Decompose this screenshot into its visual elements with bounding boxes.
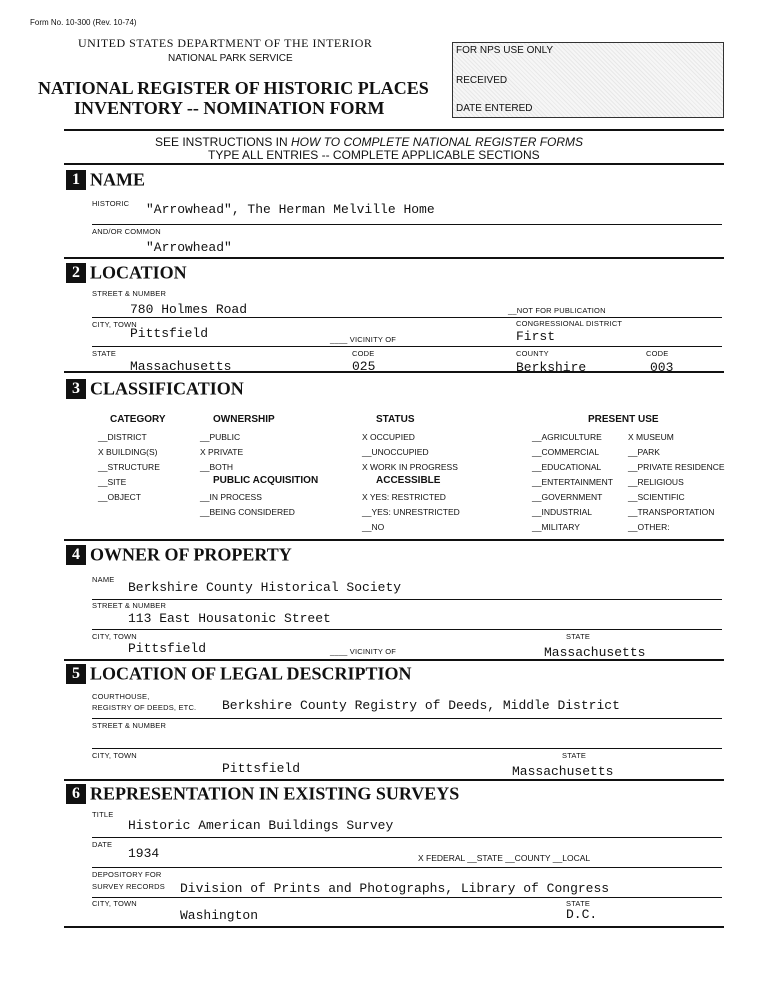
courthouse-value: Berkshire County Registry of Deeds, Middle District xyxy=(222,698,620,713)
county-label: COUNTY xyxy=(516,349,549,358)
legal-city-value: Pittsfield xyxy=(222,761,301,776)
accessible-item: __YES: UNRESTRICTED xyxy=(362,507,460,517)
owner-street-label: STREET & NUMBER xyxy=(92,601,167,610)
section-6-heading xyxy=(66,782,459,804)
survey-city-value: Washington xyxy=(180,908,259,923)
present-use-item: __PRIVATE RESIDENCE xyxy=(628,462,725,472)
present-use-item: __TRANSPORTATION xyxy=(628,507,715,517)
section-3-heading xyxy=(66,377,244,399)
line xyxy=(92,867,722,868)
not-for-publication: __NOT FOR PUBLICATION xyxy=(508,306,606,315)
congressional-district-value: First xyxy=(516,329,556,344)
courthouse-label-line1: COURTHOUSE, xyxy=(92,692,150,701)
department-name: UNITED STATES DEPARTMENT OF THE INTERIOR xyxy=(78,36,373,50)
line xyxy=(92,837,722,838)
section-1-heading xyxy=(66,168,145,190)
section-5-title: LOCATION OF LEGAL DESCRIPTION xyxy=(90,663,412,684)
instructions-prefix: SEE INSTRUCTIONS IN xyxy=(155,135,292,149)
ownership-item: __BOTH xyxy=(200,462,234,472)
owner-name-value: Berkshire County Historical Society xyxy=(128,580,402,595)
street-label: STREET & NUMBER xyxy=(92,289,167,298)
nps-use-box xyxy=(452,42,724,118)
survey-city-label: CITY, TOWN xyxy=(92,899,137,908)
section-3-title: CLASSIFICATION xyxy=(90,378,244,399)
form-title-line2: INVENTORY -- NOMINATION FORM xyxy=(74,98,385,118)
status-item: X WORK IN PROGRESS xyxy=(362,462,458,472)
line xyxy=(92,629,722,630)
owner-name-label: NAME xyxy=(92,575,115,584)
owner-city-value: Pittsfield xyxy=(128,641,207,656)
present-use-item: __AGRICULTURE xyxy=(532,432,602,442)
acquisition-item: __IN PROCESS xyxy=(200,492,262,502)
present-use-item: __OTHER: xyxy=(628,522,670,532)
section-6-number: 6 xyxy=(66,784,86,804)
survey-state-value: D.C. xyxy=(566,907,598,922)
section-6-title: REPRESENTATION IN EXISTING SURVEYS xyxy=(90,783,460,804)
category-item: __STRUCTURE xyxy=(98,462,160,472)
historic-label: HISTORIC xyxy=(92,199,130,208)
category-heading: CATEGORY xyxy=(110,414,166,425)
line xyxy=(92,317,722,318)
section-divider xyxy=(64,659,724,661)
section-divider xyxy=(64,779,724,781)
survey-levels: X FEDERAL __STATE __COUNTY __LOCAL xyxy=(418,853,591,863)
instructions-line1 xyxy=(155,135,583,149)
line xyxy=(92,224,722,225)
street-value: 780 Holmes Road xyxy=(130,302,248,317)
accessible-item: X YES: RESTRICTED xyxy=(362,492,446,502)
present-use-heading: PRESENT USE xyxy=(588,414,659,425)
common-value: "Arrowhead" xyxy=(146,240,232,255)
status-item: __UNOCCUPIED xyxy=(362,447,429,457)
present-use-item: __INDUSTRIAL xyxy=(532,507,592,517)
city-label: CITY, TOWN xyxy=(92,320,137,329)
status-heading: STATUS xyxy=(376,414,415,425)
instructions-line2: TYPE ALL ENTRIES -- COMPLETE APPLICABLE SECTIONS xyxy=(208,148,540,162)
ownership-heading: OWNERSHIP xyxy=(213,414,275,425)
category-item: X BUILDING(S) xyxy=(98,447,158,457)
section-divider xyxy=(64,371,724,373)
city-value: Pittsfield xyxy=(130,326,209,341)
section-5-heading xyxy=(66,662,412,684)
line xyxy=(92,748,722,749)
vicinity-label: ____ VICINITY OF xyxy=(330,335,397,344)
survey-title-value: Historic American Buildings Survey xyxy=(128,818,394,833)
owner-vicinity-text: VICINITY OF xyxy=(349,647,397,656)
section-divider xyxy=(64,257,724,259)
congressional-district-label: CONGRESSIONAL DISTRICT xyxy=(516,319,623,328)
present-use-item: __EDUCATIONAL xyxy=(532,462,602,472)
present-use-item: __GOVERNMENT xyxy=(532,492,603,502)
county-code-value: 003 xyxy=(650,360,674,375)
ownership-item: __PUBLIC xyxy=(200,432,241,442)
instructions-italic: HOW TO COMPLETE NATIONAL REGISTER FORMS xyxy=(291,135,584,149)
present-use-item: X MUSEUM xyxy=(628,432,674,442)
section-2-number: 2 xyxy=(66,263,86,283)
survey-state-label: STATE xyxy=(566,899,591,908)
legal-state-value: Massachusetts xyxy=(512,764,614,779)
line xyxy=(92,599,722,600)
courthouse-label-line2: REGISTRY OF DEEDS, ETC. xyxy=(92,703,197,712)
code-value: 025 xyxy=(352,359,376,374)
line xyxy=(92,897,722,898)
form-number: Form No. 10-300 (Rev. 10-74) xyxy=(30,18,137,27)
accessible-item: __NO xyxy=(362,522,385,532)
header-divider xyxy=(64,129,724,131)
category-item: __SITE xyxy=(98,477,127,487)
owner-vicinity-label: ____ VICINITY OF xyxy=(330,647,397,656)
section-2-title: LOCATION xyxy=(90,262,187,283)
accessible-heading: ACCESSIBLE xyxy=(376,475,441,486)
line xyxy=(92,346,722,347)
nps-use-only-label: FOR NPS USE ONLY xyxy=(456,45,554,56)
legal-street-label: STREET & NUMBER xyxy=(92,721,167,730)
line xyxy=(92,718,722,719)
section-divider xyxy=(64,539,724,541)
section-4-title: OWNER OF PROPERTY xyxy=(90,544,292,565)
section-4-number: 4 xyxy=(66,545,86,565)
present-use-item: __MILITARY xyxy=(532,522,580,532)
owner-state-value: Massachusetts xyxy=(544,645,646,660)
section-2-heading xyxy=(66,261,187,283)
section-5-number: 5 xyxy=(66,664,86,684)
present-use-item: __COMMERCIAL xyxy=(532,447,600,457)
present-use-item: __RELIGIOUS xyxy=(628,477,684,487)
instructions-divider xyxy=(64,163,724,165)
present-use-item: __SCIENTIFIC xyxy=(628,492,685,502)
county-code-label: CODE xyxy=(646,349,669,358)
public-acquisition-heading: PUBLIC ACQUISITION xyxy=(213,475,319,486)
owner-state-label: STATE xyxy=(566,632,591,641)
depository-label-line1: DEPOSITORY FOR xyxy=(92,870,162,879)
status-item: X OCCUPIED xyxy=(362,432,415,442)
owner-street-value: 113 East Housatonic Street xyxy=(128,611,331,626)
depository-label-line2: SURVEY RECORDS xyxy=(92,882,165,891)
section-divider xyxy=(64,926,724,928)
legal-state-label: STATE xyxy=(562,751,587,760)
survey-date-value: 1934 xyxy=(128,846,160,861)
code-label: CODE xyxy=(352,349,375,358)
owner-city-label: CITY, TOWN xyxy=(92,632,137,641)
section-4-heading xyxy=(66,543,292,565)
section-1-title: NAME xyxy=(90,169,145,190)
nps-received-label: RECEIVED xyxy=(456,75,508,86)
present-use-item: __PARK xyxy=(628,447,660,457)
state-label: STATE xyxy=(92,349,117,358)
vicinity-label-text: VICINITY OF xyxy=(349,335,397,344)
survey-title-label: TITLE xyxy=(92,810,114,819)
present-use-item: __ENTERTAINMENT xyxy=(532,477,613,487)
historic-value: "Arrowhead", The Herman Melville Home xyxy=(146,202,435,217)
category-item: __OBJECT xyxy=(98,492,141,502)
section-3-number: 3 xyxy=(66,379,86,399)
form-title-line1: NATIONAL REGISTER OF HISTORIC PLACES xyxy=(38,78,429,98)
section-1-number: 1 xyxy=(66,170,86,190)
service-name: NATIONAL PARK SERVICE xyxy=(168,53,293,64)
category-item: __DISTRICT xyxy=(98,432,147,442)
common-label: AND/OR COMMON xyxy=(92,227,161,236)
legal-city-label: CITY, TOWN xyxy=(92,751,137,760)
depository-value: Division of Prints and Photographs, Library of Congress xyxy=(180,881,610,896)
state-value: Massachusetts xyxy=(130,359,232,374)
nps-date-entered-label: DATE ENTERED xyxy=(456,103,533,114)
acquisition-item: __BEING CONSIDERED xyxy=(200,507,295,517)
survey-date-label: DATE xyxy=(92,840,113,849)
ownership-item: X PRIVATE xyxy=(200,447,244,457)
county-value: Berkshire xyxy=(516,360,587,375)
